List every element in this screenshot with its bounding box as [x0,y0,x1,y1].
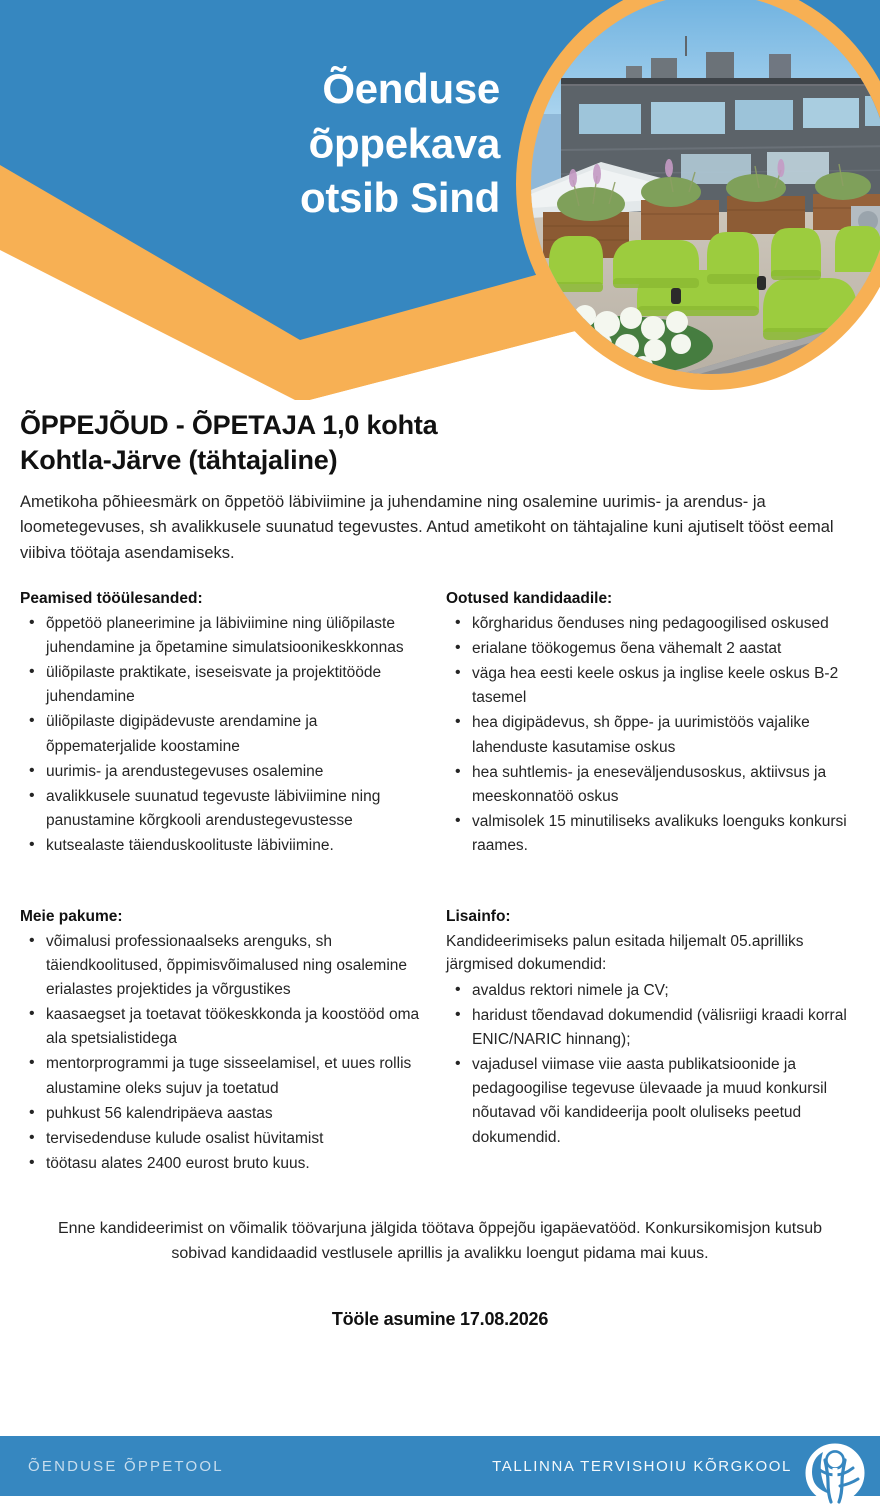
list-item: • õppetöö planeerimine ja läbiviimine ning üliõpilaste juhendamine ja õpetamine simulatsioonikeskkonnas [46,612,428,660]
sections-row-2 [20,908,860,1178]
header-title [0,62,500,226]
list-item: • vajadusel viimase viie aasta publikatsioonide ja pedagoogilise tegevuse ülevaade ja muud konkursil nõutavad või kandideerija poolt oluliseks peetud dokumendid. [472,1053,862,1150]
rooftop-terrace-illustration [531,0,880,374]
section-info-heading: Lisainfo: [446,907,511,925]
footer-bar [0,1436,880,1496]
section-offer-heading: Meie pakume: [20,907,123,925]
list-item: • väga hea eesti keele oskus ja inglise keele oskus B-2 tasemel [472,662,862,710]
list-item: • kõrgharidus õenduses ning pedagoogilised oskused [472,612,862,636]
list-item: • puhkust 56 kalendripäeva aastas [46,1102,428,1126]
list-item: • hea suhtlemis- ja eneseväljendusoskus, aktiivsus ja meeskonnatöö oskus [472,761,862,809]
closing-paragraph: Enne kandideerimist on võimalik töövarjuna jälgida töötava õppejõu igapäevatööd. Konkursikomisjon kutsub sobivad kandidaadid vestlusele aprillis ja avalikku loengut pidama mai kuus. [57,1220,823,1263]
tallinn-health-care-college-logo-icon [804,1442,866,1504]
list-item: • tervisedenduse kulude osalist hüvitamist [46,1127,428,1151]
list-item: • üliõpilaste digipädevuste arendamine ja õppematerjalide koostamine [46,710,428,758]
section-tasks-heading: Peamised tööülesanded: [20,589,203,607]
list-item: • avalikkusele suunatud tegevuste läbiviimine ning panustamine kõrgkooli arendustegevustesse [46,785,428,833]
list-item: • valmisolek 15 minutiliseks avalikuks loenguks konkursi raames. [472,810,862,858]
section-tasks-list [20,612,428,859]
section-info-intro: Kandideerimiseks palun esitada hiljemalt 05.aprilliks järgmised dokumendid: [446,932,804,974]
list-item: • kaasaegset ja toetavat töökeskkonda ja koostööd oma ala spetsialistidega [46,1003,428,1051]
list-item: • kutsealaste täienduskoolituste läbiviimine. [46,834,428,858]
header-photo [516,0,880,390]
job-intro-paragraph: Ametikoha põhieesmärk on õppetöö läbiviimine ja juhendamine ning osalemine uurimis- ja arendus- ja loometegevuses, sh avalikkusele suunatud tegevustes. Antud ametikoht on tähtajaline kuni ajutiselt tööst eemal viibiva töötaja asendamiseks. [20,493,834,562]
section-info-list [446,979,862,1150]
section-offer [20,908,428,1178]
footer-institution-label: TALLINNA TERVISHOIU KÕRGKOOL [492,1457,792,1475]
list-item: • hea digipädevus, sh õppe- ja uurimistöös vajalike lahenduste kasutamise oskus [472,711,862,759]
footer-department-label: ÕENDUSE ÕPPETOOL [28,1457,224,1475]
photo-circle-mask [531,0,880,374]
list-item: • avaldus rektori nimele ja CV; [472,979,862,1003]
job-title-line-1: ÕPPEJÕUD - ÕPETAJA 1,0 kohta [20,410,438,440]
section-expectations-heading: Ootused kandidaadile: [446,589,613,607]
job-posting-content [0,408,880,1330]
section-expectations-list [446,612,862,859]
section-tasks [20,590,428,860]
header-title-line-3: otsib Sind [300,174,500,222]
list-item: • erialane töökogemus õena vähemalt 2 aastat [472,637,862,661]
list-item: • mentorprogrammi ja tuge sisseelamisel, et uues rollis alustamine oleks sujuv ja toetatud [46,1052,428,1100]
list-item: • haridust tõendavad dokumendid (välisriigi kraadi korral ENIC/NARIC hinnang); [472,1004,862,1052]
section-info [446,908,862,1178]
header-title-line-2: õppekava [308,119,500,167]
section-offer-list [20,930,428,1177]
list-item: • töötasu alates 2400 eurost bruto kuus. [46,1152,428,1176]
job-title-line-2: Kohtla-Järve (tähtajaline) [20,444,338,475]
list-item: • üliõpilaste praktikate, iseseisvate ja projektitööde juhendamine [46,661,428,709]
header-title-line-1: Õenduse [322,65,500,112]
sections-row-1 [20,590,860,860]
start-date-label: Tööle asumine 17.08.2026 [331,1308,549,1329]
list-item: • võimalusi professionaalseks arenguks, sh täiendkoolitused, õppimisvõimalused ning osalemine erialastes projektides ja võrgustikes [46,930,428,1003]
list-item: • uurimis- ja arendustegevuses osalemine [46,760,428,784]
job-title [20,408,860,477]
section-expectations [446,590,862,860]
header-banner [0,0,880,400]
